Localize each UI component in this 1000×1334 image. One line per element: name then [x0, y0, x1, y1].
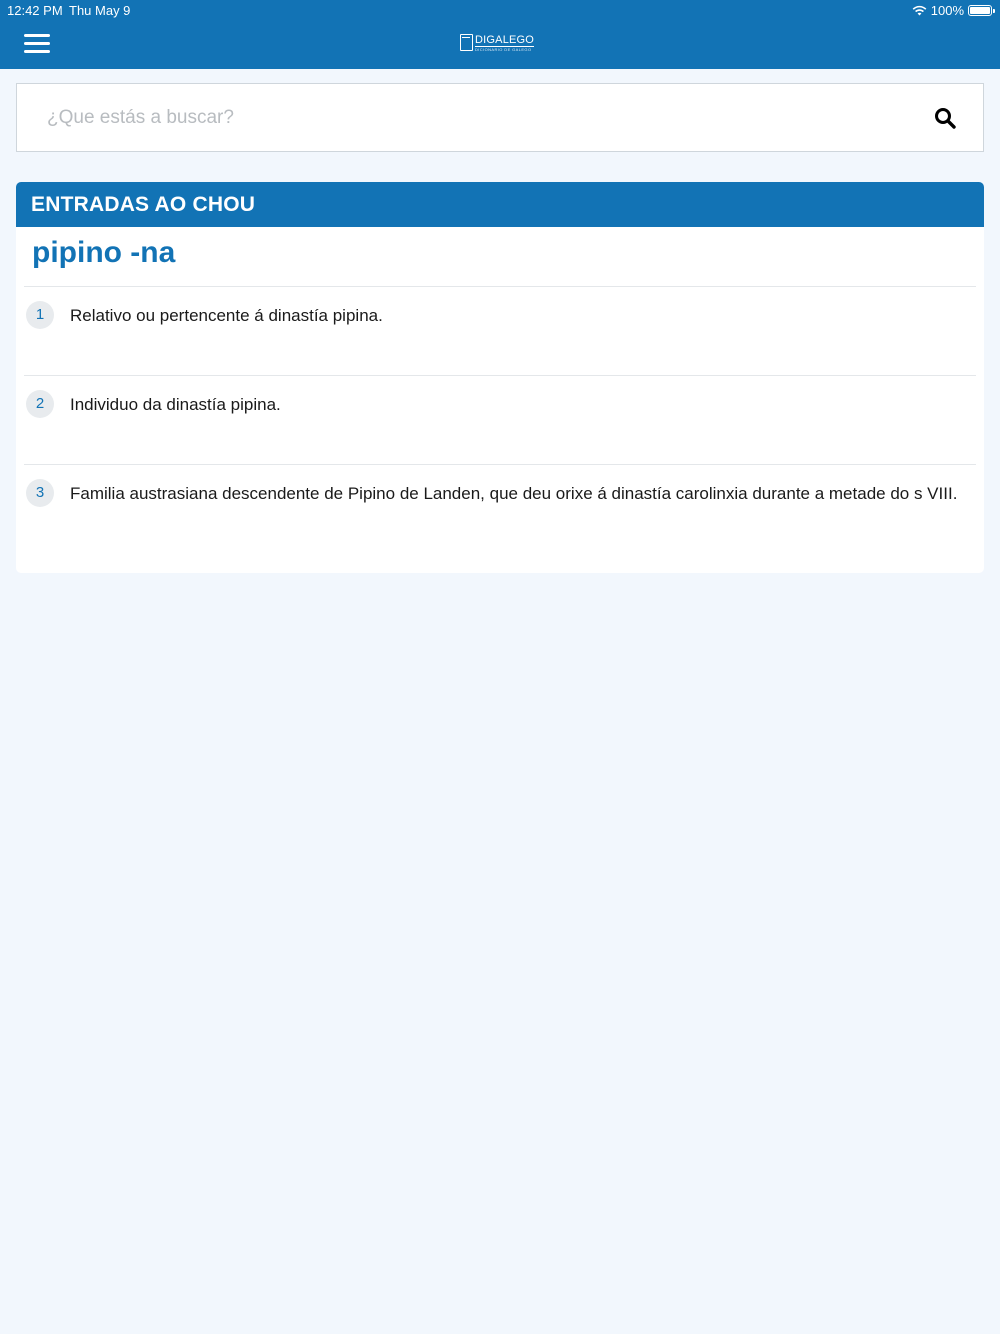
- status-date: Thu May 9: [69, 3, 131, 18]
- definition-number: 2: [26, 390, 54, 418]
- wifi-icon: [912, 5, 927, 16]
- definition-item: [24, 464, 976, 553]
- app-logo: [460, 34, 540, 54]
- random-entries-header: [16, 182, 984, 227]
- definition-text: Relativo ou pertencente á dinastía pipina.: [70, 306, 383, 325]
- search-input[interactable]: [47, 100, 907, 136]
- status-time: 12:42 PM: [7, 3, 63, 18]
- menu-icon[interactable]: [24, 34, 50, 54]
- app-header: [0, 0, 1000, 69]
- definition-item: [24, 286, 976, 375]
- status-indicators: [912, 3, 992, 17]
- entry-card: [16, 227, 984, 573]
- definition-number: 1: [26, 301, 54, 329]
- headword[interactable]: pipino -na: [32, 236, 176, 269]
- definition-text: Familia austrasiana descendente de Pipino de Landen, que deu orixe á dinastía carolinxia durante a metade do s VIII.: [70, 484, 958, 503]
- definition-text: Individuo da dinastía pipina.: [70, 395, 281, 414]
- book-icon: [460, 34, 473, 51]
- definition-item: [24, 375, 976, 464]
- definition-number: 3: [26, 479, 54, 507]
- search-bar: [16, 83, 984, 152]
- search-icon[interactable]: [933, 106, 957, 130]
- logo-subtitle: DICIONARIO DE GALEGO: [475, 47, 532, 52]
- logo-name: DIGALEGO: [475, 34, 535, 46]
- battery-icon: [968, 5, 992, 16]
- panel-title: ENTRADAS AO CHOU: [31, 193, 256, 216]
- battery-percent: 100%: [930, 2, 964, 18]
